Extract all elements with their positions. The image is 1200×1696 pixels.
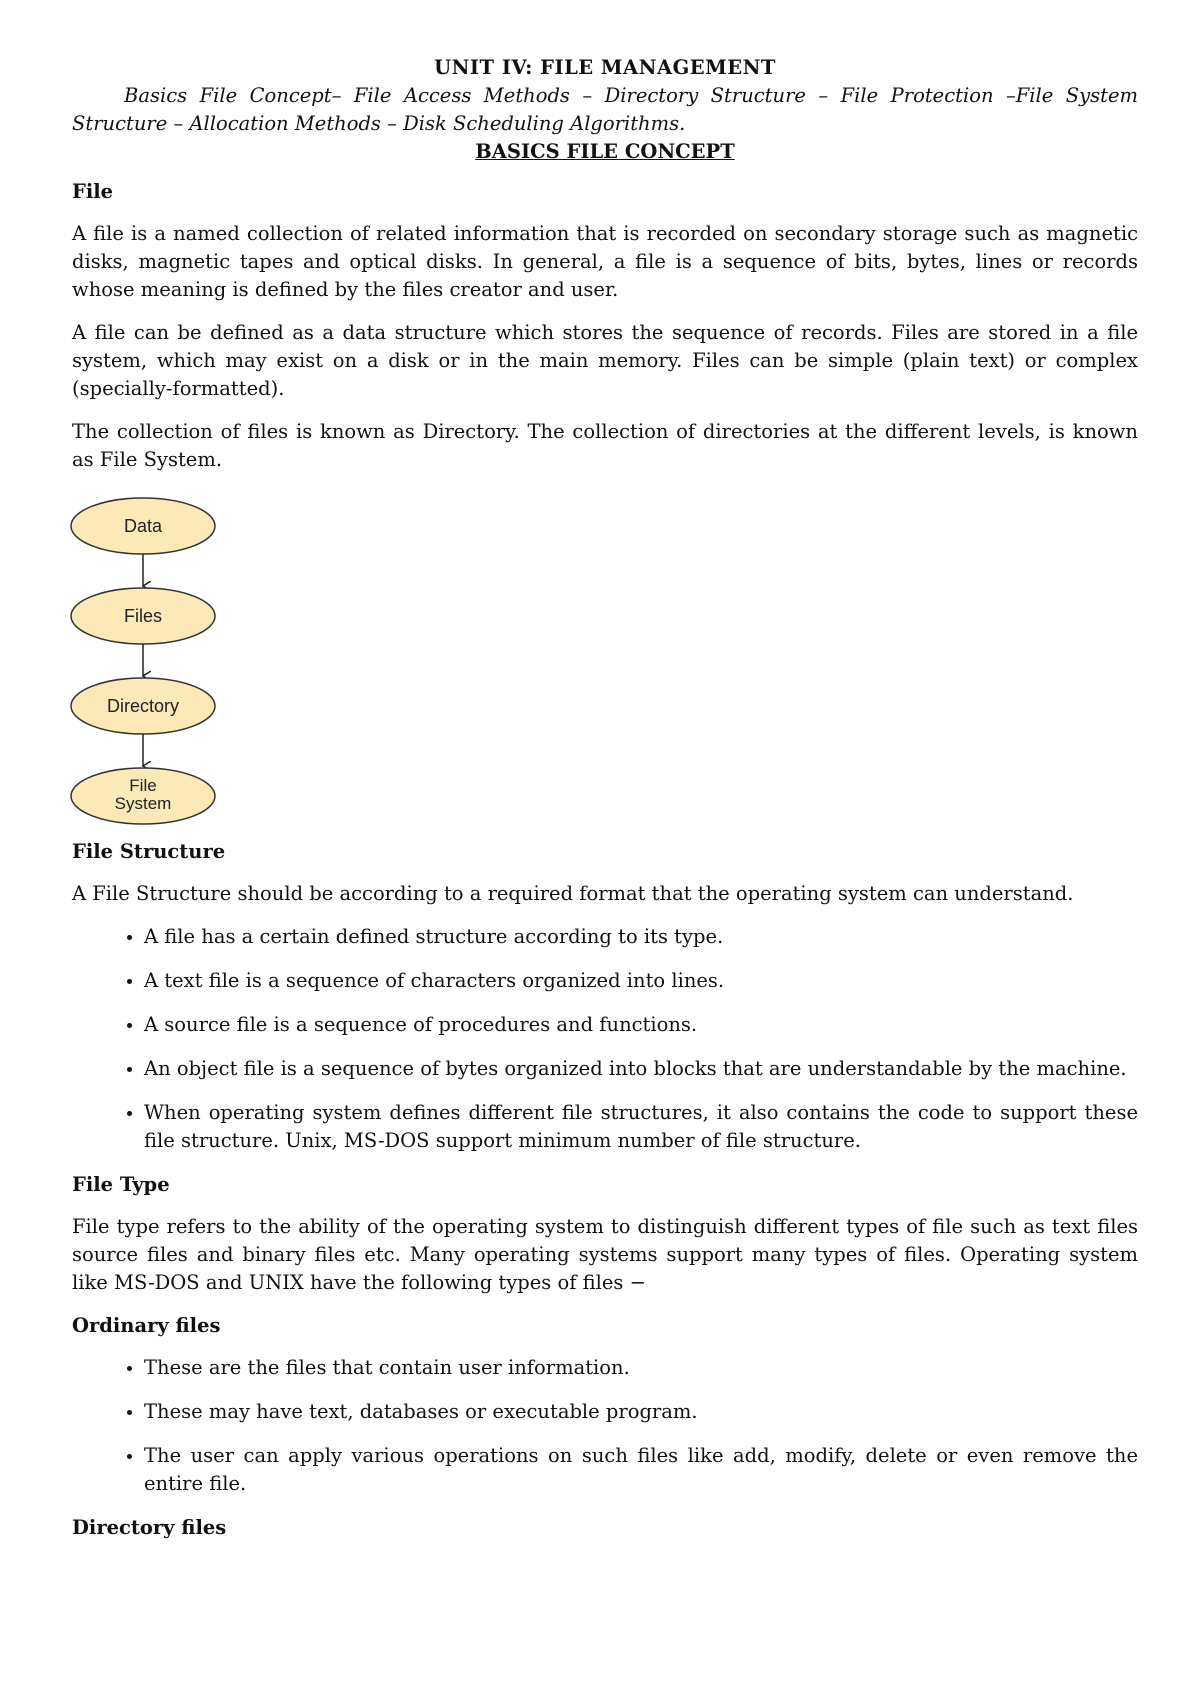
- document-content: [72, 54, 1138, 1556]
- list-item: • A source file is a sequence of procedures and functions.: [144, 1011, 1138, 1039]
- unit-title: UNIT IV: FILE MANAGEMENT: [434, 56, 776, 79]
- file-heading: File: [72, 180, 114, 203]
- list-item: • When operating system defines different file structures, it also contains the code to support these file structure. Unix, MS-DOS support minimum number of file structure.: [144, 1099, 1138, 1155]
- file-structure-intro: A File Structure should be according to a required format that the operating system can understand.: [72, 882, 1074, 905]
- ordinary-files-list: [72, 1354, 1138, 1498]
- node-data-label: Data: [123, 516, 163, 536]
- node-file-system-label-line2: System: [114, 794, 172, 813]
- list-item: • The user can apply various operations on such files like add, modify, delete or even remove the entire file.: [144, 1442, 1138, 1498]
- file-paragraph-2: A file can be defined as a data structure which stores the sequence of records. Files are stored in a file system, which may exist on a disk or in the main memory. Files can be simple (plain text) or complex (specially-formatted).: [72, 321, 1138, 400]
- directory-files-heading: Directory files: [72, 1516, 227, 1539]
- ordinary-files-heading: Ordinary files: [72, 1314, 221, 1337]
- node-directory-label: Directory: [106, 696, 180, 716]
- node-files-label: Files: [123, 606, 163, 626]
- node-directory: [71, 678, 215, 734]
- list-item: • An object file is a sequence of bytes organized into blocks that are understandable by the machine.: [144, 1055, 1138, 1083]
- unit-topics: Basics File Concept– File Access Methods – Directory Structure – File Protection –File System Structure – Allocation Methods – Disk Scheduling Algorithms.: [72, 84, 1138, 135]
- file-paragraph-1: A file is a named collection of related information that is recorded on secondary storage such as magnetic disks, magnetic tapes and optical disks. In general, a file is a sequence of bits, bytes, lines or records whose meaning is defined by the files creator and user.: [72, 222, 1138, 301]
- file-paragraph-3: The collection of files is known as Directory. The collection of directories at the different levels, is known as File System.: [72, 420, 1138, 471]
- node-files: [71, 588, 215, 644]
- file-structure-list: [72, 923, 1138, 1155]
- list-item: • These are the files that contain user information.: [144, 1354, 1138, 1382]
- list-item: • A file has a certain defined structure according to its type.: [144, 923, 1138, 951]
- hierarchy-svg: [68, 490, 228, 830]
- node-file-system: [71, 768, 215, 824]
- file-type-heading: File Type: [72, 1173, 170, 1196]
- file-structure-heading: File Structure: [72, 840, 226, 863]
- node-file-system-label-line1: File: [129, 776, 157, 795]
- list-item: • These may have text, databases or executable program.: [144, 1398, 1138, 1426]
- file-type-intro: File type refers to the ability of the operating system to distinguish different types of file such as text files source files and binary files etc. Many operating systems support many types of files. Operating system like MS-DOS and UNIX have the following types of files −: [72, 1215, 1138, 1294]
- section-title: BASICS FILE CONCEPT: [475, 140, 735, 163]
- file-hierarchy-diagram: [68, 490, 1138, 830]
- node-data: [71, 498, 215, 554]
- list-item: • A text file is a sequence of characters organized into lines.: [144, 967, 1138, 995]
